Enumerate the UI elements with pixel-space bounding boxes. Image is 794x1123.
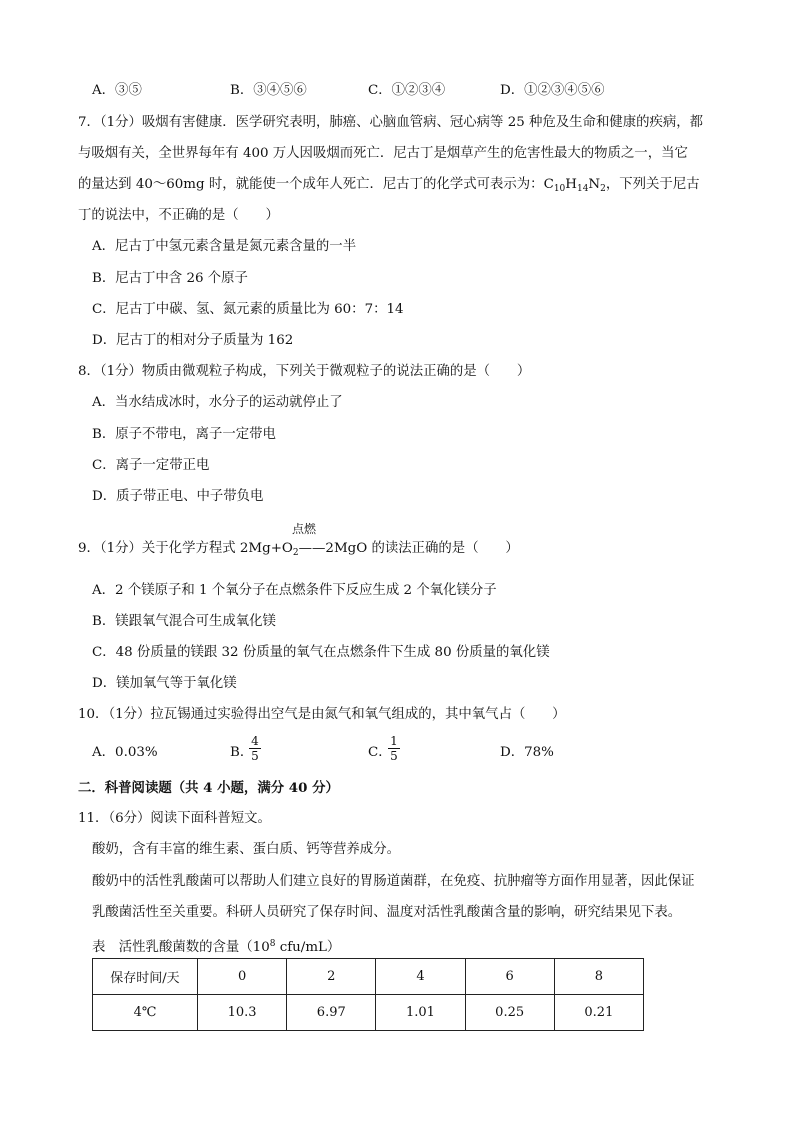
table-cell: 1.01 — [376, 995, 465, 1031]
q9-option-d: D．镁加氧气等于氧化镁 — [92, 676, 237, 691]
table-header-cell: 0 — [198, 959, 287, 995]
q10-stem: 10．（1分）拉瓦锡通过实验得出空气是由氮气和氧气组成的，其中氧气占（ ） — [78, 707, 566, 722]
q7-stem-line3: 的量达到 40～60mg 时，就能使一个成年人死亡．尼古丁的化学式可表示为：$C_{10}H_{14}N_2$，下列关于尼古 — [78, 177, 700, 194]
q7-option-c: C．尼古丁中碳、氢、氮元素的质量比为 60：7：14 — [92, 302, 404, 317]
q7-stem-line2: 与吸烟有关，全世界每年有 400 万人因吸烟而死亡．尼古丁是烟草产生的危害性最大的物质之一，当它 — [78, 146, 688, 161]
q9-option-a: A．2 个镁原子和 1 个氧分子在点燃条件下反应生成 2 个氧化镁分子 — [92, 583, 497, 598]
q8-stem: 8．（1分）物质由微观粒子构成，下列关于微观粒子的说法正确的是（ ） — [78, 364, 531, 379]
table-header-cell: 2 — [287, 959, 376, 995]
table-cell: 4℃ — [93, 995, 198, 1031]
table-cell: 0.25 — [465, 995, 554, 1031]
q8-option-d: D．质子带正电、中子带负电 — [92, 489, 264, 504]
q7-stem-line1: 7．（1分）吸烟有害健康．医学研究表明，肺癌、心脑血管病、冠心病等 25 种危及生命和健康的疾病，都 — [78, 115, 704, 130]
table-header-cell: 6 — [465, 959, 554, 995]
q8-option-b: B．原子不带电，离子一定带电 — [92, 427, 276, 442]
q6-option-b: B．③④⑤⑥ — [230, 83, 307, 98]
table-header-cell: 保存时间/天 — [93, 959, 198, 995]
table-cell: 6.97 — [287, 995, 376, 1031]
q7-option-a: A．尼古丁中氢元素含量是氮元素含量的一半 — [92, 239, 357, 254]
section-heading: 二．科普阅读题（共 4 小题，满分 40 分） — [78, 780, 339, 796]
q8-option-a: A．当水结成冰时，水分子的运动就停止了 — [92, 395, 343, 410]
q9-option-c: C．48 份质量的镁跟 32 份质量的氧气在点燃条件下生成 80 份质量的氧化镁 — [92, 645, 550, 660]
q11-paragraph-1: 酸奶，含有丰富的维生素、蛋白质、钙等营养成分。 — [92, 842, 400, 857]
q11-paragraph-2-line2: 乳酸菌活性至关重要。科研人员研究了保存时间、温度对活性乳酸菌含量的影响，研究结果见下表。 — [92, 905, 682, 920]
q8-option-c: C．离子一定带正电 — [92, 458, 210, 473]
q6-option-d: D．①②③④⑤⑥ — [500, 83, 605, 98]
table-row — [93, 995, 644, 1031]
table-header-cell: 4 — [376, 959, 465, 995]
q10-option-b-fraction: $\frac{4}{5}$ — [249, 734, 261, 763]
table-cell: 10.3 — [198, 995, 287, 1031]
q6-option-c: C．①②③④ — [368, 83, 446, 98]
q10-option-b-label: B． — [230, 745, 254, 760]
q7-option-d: D．尼古丁的相对分子质量为 162 — [92, 333, 294, 348]
q10-option-a: A．0.03% — [92, 745, 158, 760]
q9-stem: 9．（1分）关于化学方程式 $2Mg+O_2——2MgO$ 的读法正确的是（ ） — [78, 541, 519, 558]
table-cell: 0.21 — [554, 995, 643, 1031]
table-header-row — [93, 959, 644, 995]
q10-option-c-fraction: $\frac{1}{5}$ — [388, 734, 400, 763]
table-header-cell: 8 — [554, 959, 643, 995]
q11-stem: 11．（6分）阅读下面科普短文。 — [78, 811, 271, 826]
q6-option-a: A．③⑤ — [92, 83, 142, 98]
q7-option-b: B．尼古丁中含 26 个原子 — [92, 271, 248, 286]
q11-paragraph-2-line1: 酸奶中的活性乳酸菌可以帮助人们建立良好的胃肠道菌群，在免疫、抗肿瘤等方面作用显著，因此保证 — [92, 874, 695, 889]
q10-option-d: D．78% — [500, 745, 554, 760]
q7-stem-line4: 丁的说法中，不正确的是（ ） — [78, 208, 279, 223]
q9-option-b: B．镁跟氧气混合可生成氧化镁 — [92, 614, 276, 629]
lactobacillus-table — [92, 958, 644, 1031]
q10-option-c-label: C． — [368, 745, 392, 760]
table-caption: 表 活性乳酸菌数的含量（$10^8$ cfu/mL） — [92, 939, 341, 955]
q9-reaction-condition: 点燃 — [292, 522, 317, 536]
